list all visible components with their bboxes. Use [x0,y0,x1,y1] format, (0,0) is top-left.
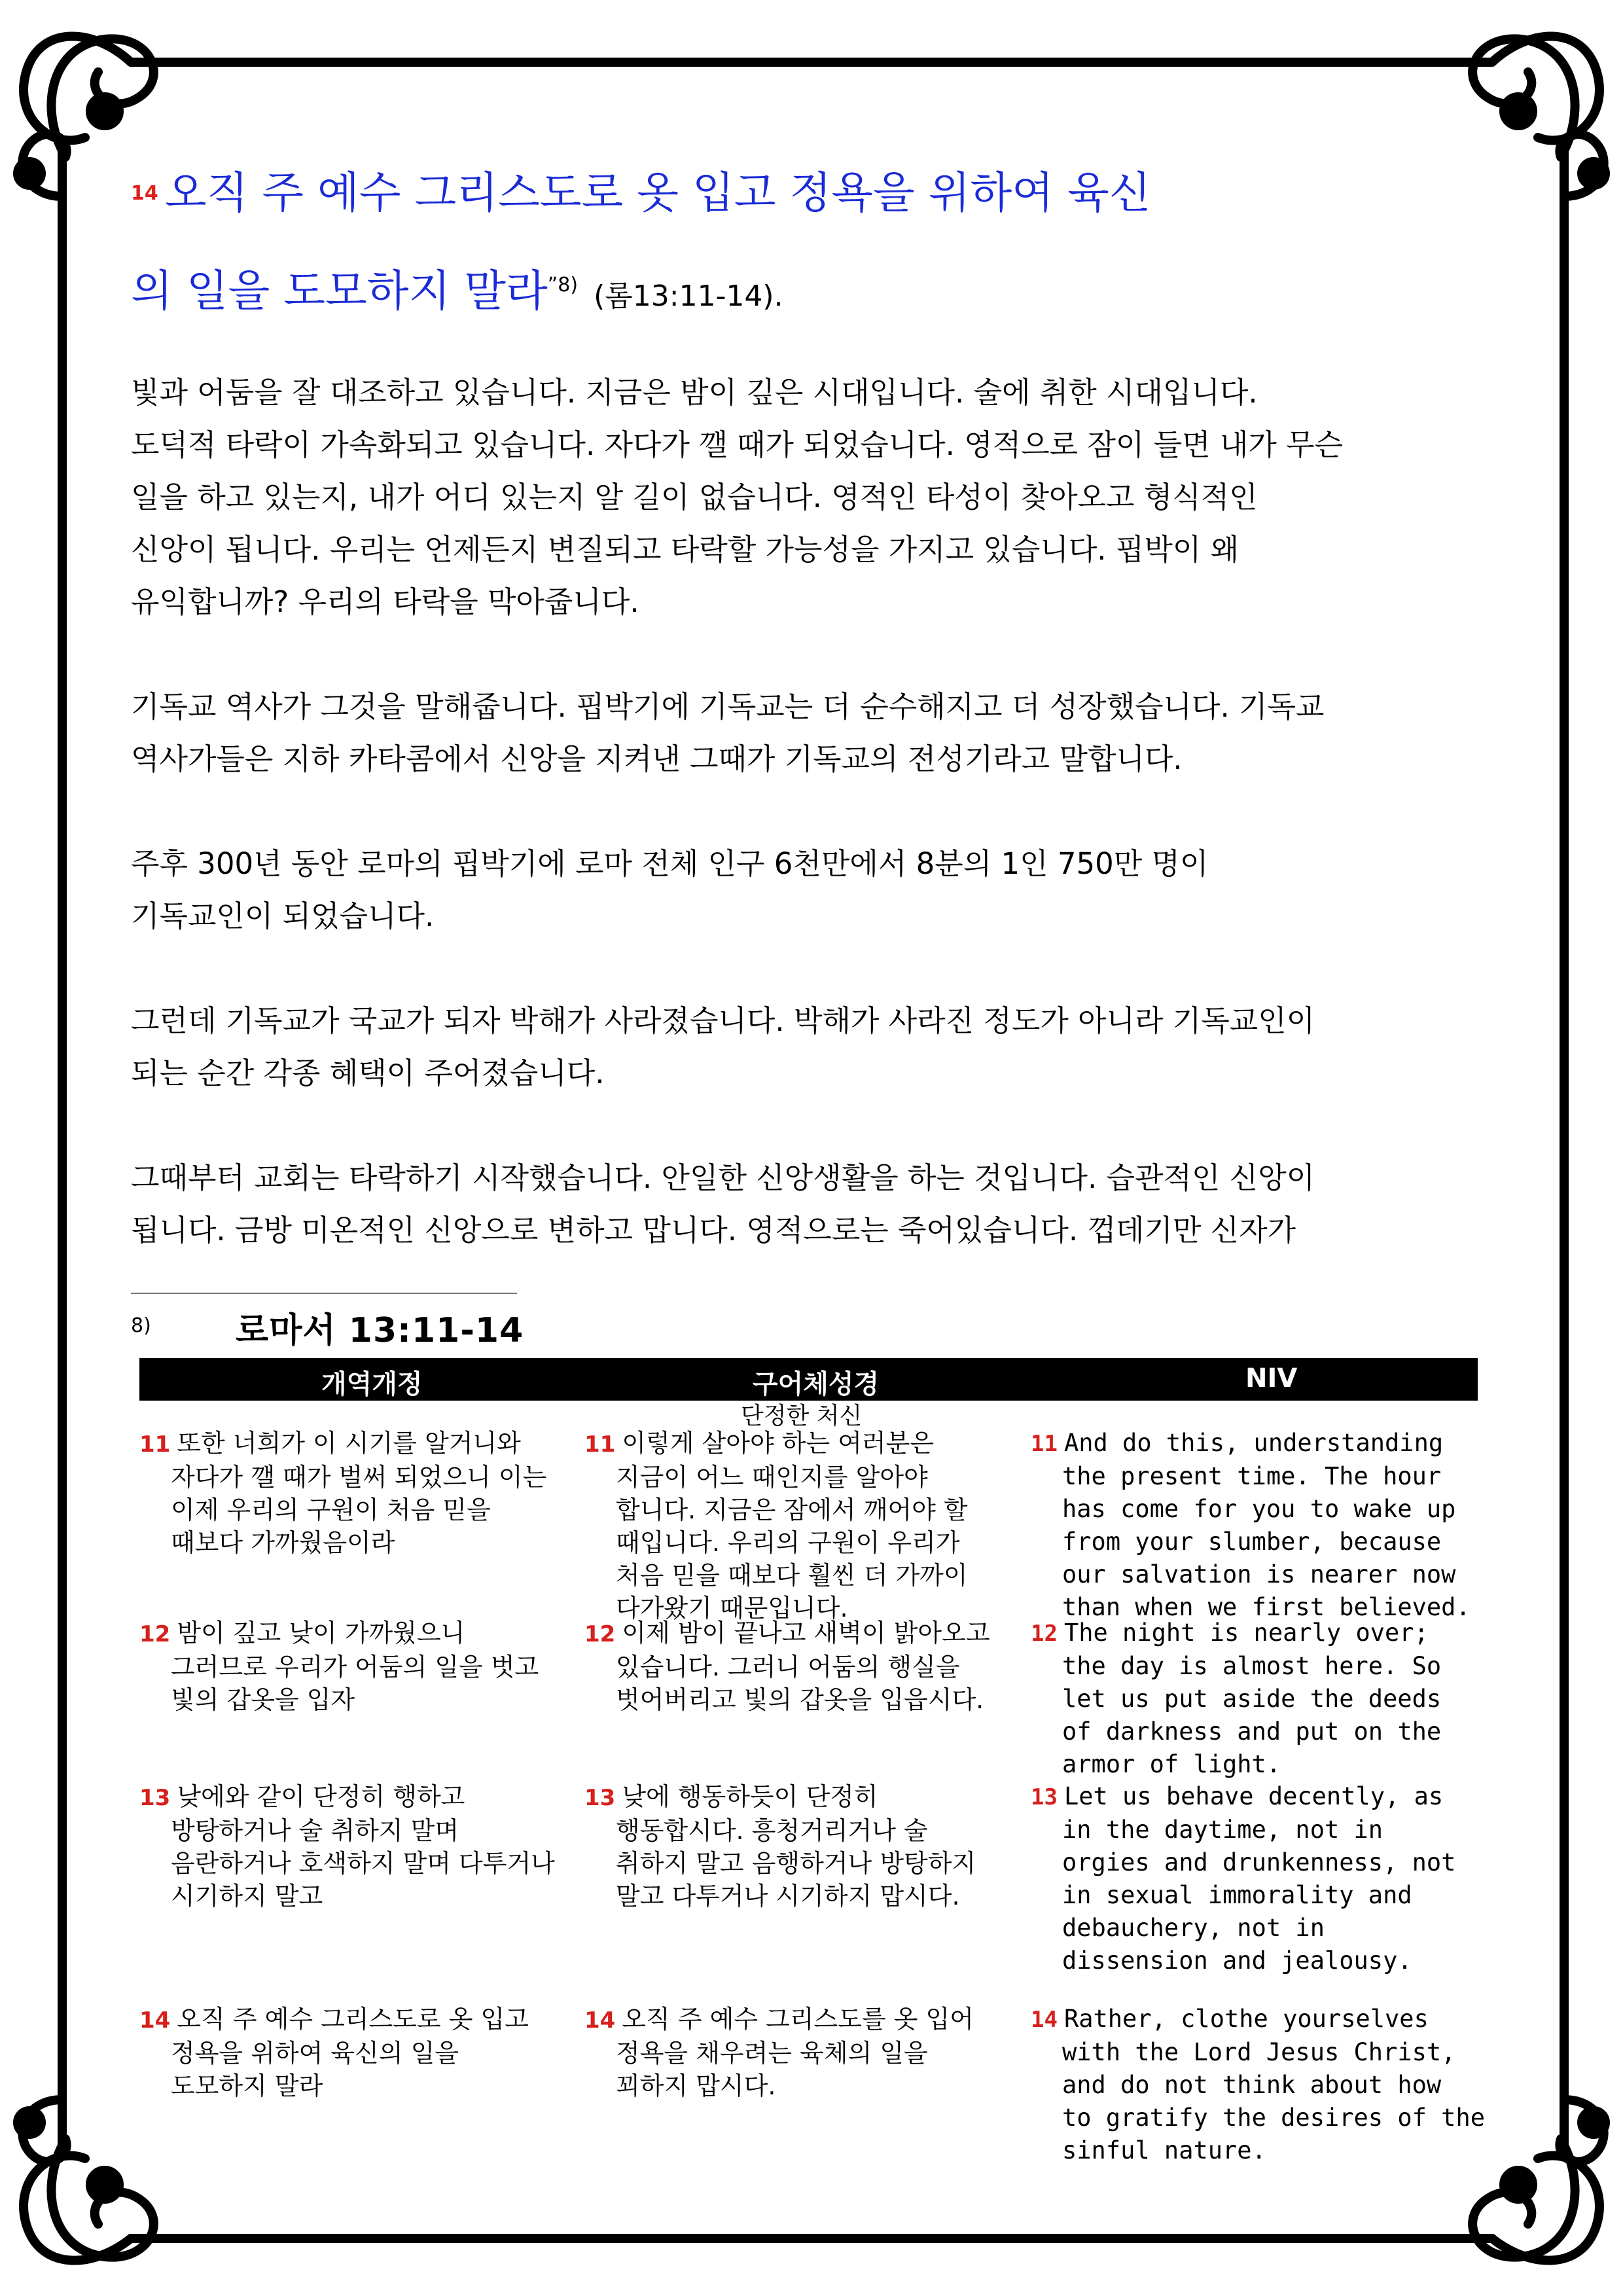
corner-flourish-tr [1472,36,1605,196]
body-line: 기독교인이 되었습니다. [131,899,435,933]
verse-line [584,1847,1043,1880]
verse-text: 다가왔기 때문입니다. [616,1594,848,1623]
verse-line [1031,2036,1489,2069]
verse-line [1031,1683,1489,1715]
verse-text: 그러므로 우리가 어둠의 일을 벗고 [171,1653,539,1681]
body-paragraph [131,367,1479,628]
footnote-reference-mark: ”8) [547,274,579,296]
verse-line [584,1526,1043,1559]
verse-number: 11 [1031,1431,1058,1457]
verse-text: with the Lord Jesus Christ, [1062,2038,1456,2066]
verse-text: 때보다 가까웠음이라 [171,1528,395,1557]
scripture-line-1 [131,147,1374,240]
verse-line [139,2003,597,2037]
body-paragraph [131,838,1479,942]
column-colloquial [584,1427,1043,2147]
verse-text: 행동합시다. 흥청거리거나 술 [616,1816,928,1845]
verse-line [139,1427,597,1461]
footnote-separator [131,1293,517,1294]
footnote-mark: 8) [131,1314,151,1337]
body-paragraph [131,681,1479,785]
verse-number: 14 [139,2007,171,2034]
verse-line [584,1683,1043,1716]
corner-flourish-br [1472,2100,1605,2261]
verse-text: 밤이 깊고 낮이 가까웠으니 [177,1619,465,1647]
verse-text: 시기하지 말고 [171,1882,323,1910]
verse-line [584,1494,1043,1526]
verse-row-niv [1031,1427,1489,1624]
verse-line [1031,1617,1489,1650]
scripture-header [131,147,1374,342]
body-line: 그때부터 교회는 타락하기 시작했습니다. 안일한 신앙생활을 하는 것입니다. 습관적인 신앙이 [131,1160,1315,1195]
verse-line [1031,1427,1489,1460]
corner-flourish-bl [18,2100,154,2261]
verse-text: 정욕을 채우려는 육체의 일을 [616,2039,928,2068]
verse-line [584,2003,1043,2037]
verse-text: 또한 너희가 이 시기를 알거니와 [177,1429,521,1458]
verse-row-krv [139,1427,597,1559]
comparison-table-header [139,1358,1478,1401]
verse-line [1031,1526,1489,1558]
verse-text: dissension and jealousy. [1062,1946,1412,1975]
verse-line [139,1617,597,1651]
verse-text: 정욕을 위하여 육신의 일을 [171,2039,459,2068]
verse-text: of darkness and put on the [1062,1717,1442,1746]
verse-text: than when we first believed. [1062,1593,1471,1621]
verse-line [139,2037,597,2070]
verse-text: armor of light. [1062,1750,1281,1778]
verse-row-krv [139,1780,597,1912]
verse-text: sinful nature. [1062,2136,1266,2164]
verse-line [139,1780,597,1814]
body-line: 됩니다. 금방 미온적인 신앙으로 변하고 맙니다. 영적으로는 죽어있습니다. 껍데기만 신자가 [131,1213,1296,1247]
verse-text: 취하지 말고 음행하거나 방탕하지 [616,1849,976,1878]
body-paragraph [131,995,1479,1100]
verse-row-krv [139,1617,597,1716]
verse-text: from your slumber, because [1062,1528,1442,1556]
verse-line [584,1427,1043,1461]
verse-line [139,1814,597,1847]
verse-line [584,2037,1043,2070]
verse-row-niv [1031,1617,1489,1781]
column-header-niv: NIV [1245,1363,1298,1393]
scripture-text-2: 의 일을 도모하지 말라 [131,266,548,316]
verse-number: 13 [139,1785,171,1811]
body-line: 그런데 기독교가 국교가 되자 박해가 사라졌습니다. 박해가 사라진 정도가 아니라 기독교인이 [131,1003,1315,1038]
verse-text: orgies and drunkenness, not [1062,1848,1456,1876]
scripture-reference: (롬13:11-14). [594,279,783,313]
verse-line [139,1651,597,1683]
verse-line [584,1780,1043,1814]
body-line: 주후 300년 동안 로마의 핍박기에 로마 전체 인구 6천만에서 8분의 1인 750만 명이 [131,846,1209,881]
verse-text: 빛의 갑옷을 입자 [171,1685,355,1714]
verse-text: in the daytime, not in [1062,1816,1383,1844]
column-header-krv: 개역개정 [321,1369,423,1399]
verse-text: 있습니다. 그러니 어둠의 행실을 [616,1653,960,1681]
verse-text: the day is almost here. So [1062,1652,1442,1680]
verse-number: 11 [584,1431,616,1458]
verse-line [584,1814,1043,1847]
verse-line [1031,2134,1489,2167]
verse-text: 이제 우리의 구원이 처음 믿을 [171,1496,491,1524]
verse-line [1031,2069,1489,2102]
sermon-body [131,367,1479,1309]
body-line: 도덕적 타락이 가속화되고 있습니다. 자다가 깰 때가 되었습니다. 영적으로 잠이 들면 내가 무슨 [131,427,1344,462]
verse-line [1031,1748,1489,1781]
footnote-title: 로마서 13:11-14 [236,1311,524,1350]
verse-text: 때입니다. 우리의 구원이 우리가 [616,1528,960,1557]
verse-line [1031,1650,1489,1683]
verse-line [584,1617,1043,1651]
verse-number: 13 [584,1785,616,1811]
verse-line [1031,1460,1489,1493]
verse-text: 방탕하거나 술 취하지 말며 [171,1816,459,1845]
body-line: 일을 하고 있는지, 내가 어디 있는지 알 길이 없습니다. 영적인 타성이 찾아오고 형식적인 [131,480,1258,514]
verse-row-col [584,1780,1043,1912]
verse-text: 말고 다투거나 시기하지 맙시다. [616,1882,960,1910]
verse-text: 음란하거나 호색하지 말며 다투거나 [171,1849,555,1878]
body-line: 기독교 역사가 그것을 말해줍니다. 핍박기에 기독교는 더 순수해지고 더 성장했습니다. 기독교 [131,689,1325,724]
verse-number: 13 [1031,1784,1058,1810]
verse-line [1031,1846,1489,1879]
verse-row-niv [1031,1780,1489,1977]
verse-line [584,1559,1043,1592]
body-line: 되는 순간 각종 혜택이 주어졌습니다. [131,1056,605,1090]
verse-line [584,1880,1043,1912]
verse-line [139,1847,597,1880]
verse-number: 12 [584,1621,616,1647]
scripture-line-2 [131,240,1374,342]
verse-text: let us put aside the deeds [1062,1685,1442,1713]
verse-line [139,1526,597,1559]
verse-text: And do this, understanding [1063,1429,1444,1457]
column-niv [1031,1427,1489,2164]
verse-line [1031,2003,1489,2036]
verse-text: Let us behave decently, as [1063,1782,1444,1810]
verse-row-krv [139,2003,597,2102]
verse-line [139,1461,597,1494]
verse-row-col [584,2003,1043,2102]
verse-text: The night is nearly over; [1063,1619,1429,1647]
body-paragraph [131,1152,1479,1257]
verse-number: 14 [584,2007,616,2034]
verse-line [1031,1814,1489,1846]
verse-text: 이제 밤이 끝나고 새벽이 밝아오고 [622,1619,990,1647]
verse-row-col [584,1617,1043,1716]
verse-line [584,2070,1043,2102]
verse-text: 낮에와 같이 단정히 행하고 [177,1782,465,1811]
verse-line [584,1461,1043,1494]
scripture-text-1: 오직 주 예수 그리스도로 옷 입고 정욕을 위하여 육신 [164,168,1151,218]
verse-text: debauchery, not in [1062,1914,1325,1942]
verse-line [584,1651,1043,1683]
verse-row-niv [1031,2003,1489,2167]
verse-number: 14 [1031,2007,1058,2033]
verse-row-col [584,1427,1043,1624]
verse-text: 자다가 깰 때가 벌써 되었으니 이는 [171,1463,547,1492]
verse-line [139,1494,597,1526]
verse-text: to gratify the desires of the [1062,2104,1486,2132]
verse-number: 11 [139,1431,171,1458]
verse-number: 12 [139,1621,171,1647]
column-krv [139,1427,597,2147]
verse-text: 벗어버리고 빛의 갑옷을 입읍시다. [616,1685,984,1714]
verse-text: 지금이 어느 때인지를 알아야 [616,1463,928,1492]
verse-text: our salvation is nearer now [1062,1560,1456,1588]
verse-text: has come for you to wake up [1062,1495,1456,1523]
verse-text: the present time. The hour [1062,1462,1442,1490]
verse-text: 도모하지 말라 [171,2072,323,2100]
verse-line [139,1880,597,1912]
verse-line [1031,1912,1489,1945]
verse-line [1031,1558,1489,1591]
verse-line [1031,1945,1489,1977]
verse-number: 12 [1031,1621,1058,1647]
verse-text: 낮에 행동하듯이 단정히 [622,1782,878,1811]
column-header-colloquial: 구어체성경 [753,1369,880,1399]
verse-line [1031,2102,1489,2134]
verse-line [1031,1780,1489,1814]
verse-text: in sexual immorality and [1062,1881,1412,1909]
verse-number: 14 [131,182,158,205]
verse-line [139,2070,597,2102]
verse-text: and do not think about how [1062,2071,1442,2099]
verse-text: Rather, clothe yourselves [1063,2005,1429,2033]
verse-line [1031,1879,1489,1912]
body-line: 유익합니까? 우리의 타락을 막아줍니다. [131,584,639,619]
verse-text: 오직 주 예수 그리스도를 옷 입어 [622,2005,974,2034]
verse-line [1031,1715,1489,1748]
section-subtitle: 단정한 처신 [741,1403,863,1429]
verse-text: 이렇게 살아야 하는 여러분은 [622,1429,935,1458]
verse-text: 처음 믿을 때보다 훨씬 더 가까이 [616,1561,968,1590]
body-line: 역사가들은 지하 카타콤에서 신앙을 지켜낸 그때가 기독교의 전성기라고 말합니다. [131,742,1183,776]
verse-text: 합니다. 지금은 잠에서 깨어야 할 [616,1496,968,1524]
body-line: 빛과 어둠을 잘 대조하고 있습니다. 지금은 밤이 깊은 시대입니다. 술에 취한 시대입니다. [131,375,1258,410]
verse-line [1031,1493,1489,1526]
verse-text: 오직 주 예수 그리스도로 옷 입고 [177,2005,529,2034]
verse-text: 꾀하지 맙시다. [616,2072,776,2100]
verse-line [139,1683,597,1716]
body-line: 신앙이 됩니다. 우리는 언제든지 변질되고 타락할 가능성을 가지고 있습니다. 핍박이 왜 [131,532,1240,567]
